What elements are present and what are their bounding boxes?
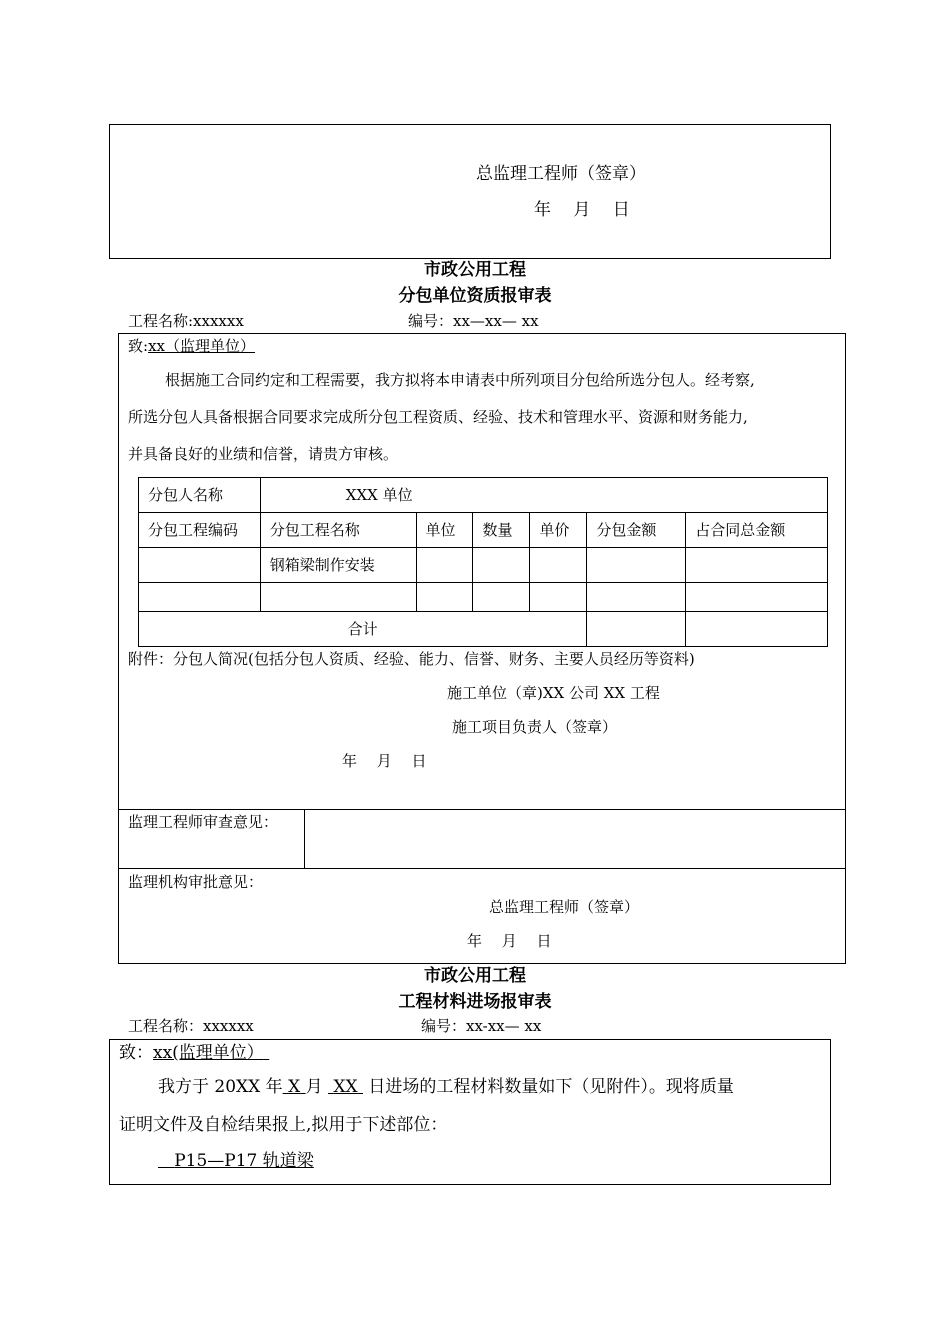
form1-paragraph-line3: 并具备良好的业绩和信誉，请贵方审核。 bbox=[128, 445, 399, 463]
form1-paragraph-line2: 所选分包人具备根据合同要求完成所分包工程资质、经验、技术和管理水平、资源和财务能力, bbox=[128, 408, 748, 426]
form2-title-line1: 市政公用工程 bbox=[424, 966, 526, 986]
form1-serial-number: 编号：xx—xx— xx bbox=[408, 312, 539, 330]
divider bbox=[304, 809, 305, 868]
form1-title-line2: 分包单位资质报审表 bbox=[398, 286, 552, 306]
chief-engineer-signature-label: 总监理工程师（签章） bbox=[476, 164, 646, 184]
form2-serial-number: 编号：xx-xx— xx bbox=[421, 1017, 542, 1035]
form1-outer-box bbox=[118, 333, 846, 964]
form2-to-unit: xx(监理单位） bbox=[153, 1043, 264, 1063]
header-unit: 单位 bbox=[416, 513, 473, 548]
header-quantity: 数量 bbox=[473, 513, 530, 548]
table-row bbox=[139, 548, 828, 583]
subcontractor-name-value: XXX 单位 bbox=[260, 478, 827, 513]
form1-addressee bbox=[128, 339, 255, 354]
form2-location bbox=[158, 1153, 478, 1170]
header-unit-price: 单价 bbox=[530, 513, 587, 548]
form1-manager-signature: 施工项目负责人（签章） bbox=[452, 718, 618, 736]
form2-project-name: 工程名称：xxxxxx bbox=[128, 1017, 254, 1035]
top-date-label: 年 月 日 bbox=[534, 200, 630, 220]
subcontract-table bbox=[138, 477, 828, 647]
form2-location-value: P15—P17 轨道梁 bbox=[174, 1151, 314, 1171]
form1-chief-signature: 总监理工程师（签章） bbox=[489, 898, 640, 916]
form2-addressee bbox=[119, 1045, 269, 1062]
form2-to-prefix: 致： bbox=[119, 1043, 153, 1063]
form1-date: 年 月 日 bbox=[342, 752, 427, 770]
form1-title-line1: 市政公用工程 bbox=[424, 260, 526, 280]
divider bbox=[118, 868, 846, 869]
header-name: 分包工程名称 bbox=[260, 513, 416, 548]
form1-to-prefix: 致: bbox=[128, 337, 149, 355]
header-percentage: 占合同总金额 bbox=[686, 513, 828, 548]
form1-attachment-note: 附件：分包人简况(包括分包人资质、经验、能力、信誉、财务、主要人员经历等资料) bbox=[128, 650, 695, 668]
table-row bbox=[139, 583, 828, 612]
row1-project-name: 钢箱梁制作安装 bbox=[260, 548, 416, 583]
subcontractor-name-label: 分包人名称 bbox=[139, 478, 261, 513]
form1-project-name: 工程名称:xxxxxx bbox=[128, 312, 244, 330]
form1-to-unit: xx（监理单位） bbox=[148, 337, 255, 355]
form1-chief-date: 年 月 日 bbox=[467, 932, 552, 950]
total-label: 合计 bbox=[139, 612, 587, 647]
form1-contractor-seal: 施工单位（章)XX 公司 XX 工程 bbox=[447, 684, 660, 702]
org-approval-opinion-label: 监理机构审批意见： bbox=[128, 873, 264, 891]
top-signature-box bbox=[109, 124, 831, 259]
header-amount: 分包金额 bbox=[587, 513, 686, 548]
form1-paragraph-line1: 根据施工合同约定和工程需要，我方拟将本申请表中所列项目分包给所选分包人。经考察, bbox=[165, 371, 755, 389]
form2-paragraph-line2: 证明文件及自检结果报上,拟用于下述部位： bbox=[119, 1115, 448, 1135]
form2-day: XX bbox=[333, 1077, 358, 1097]
form2-month: X bbox=[288, 1077, 301, 1097]
engineer-review-opinion-label: 监理工程师审查意见： bbox=[128, 813, 279, 831]
divider bbox=[118, 809, 846, 810]
header-code: 分包工程编码 bbox=[139, 513, 261, 548]
form2-paragraph-line1: 我方于 20XX 年 X 月 XX 日进场的工程材料数量如下（见附件）。现将质量 bbox=[158, 1077, 734, 1097]
form2-title-line2: 工程材料进场报审表 bbox=[398, 992, 552, 1012]
